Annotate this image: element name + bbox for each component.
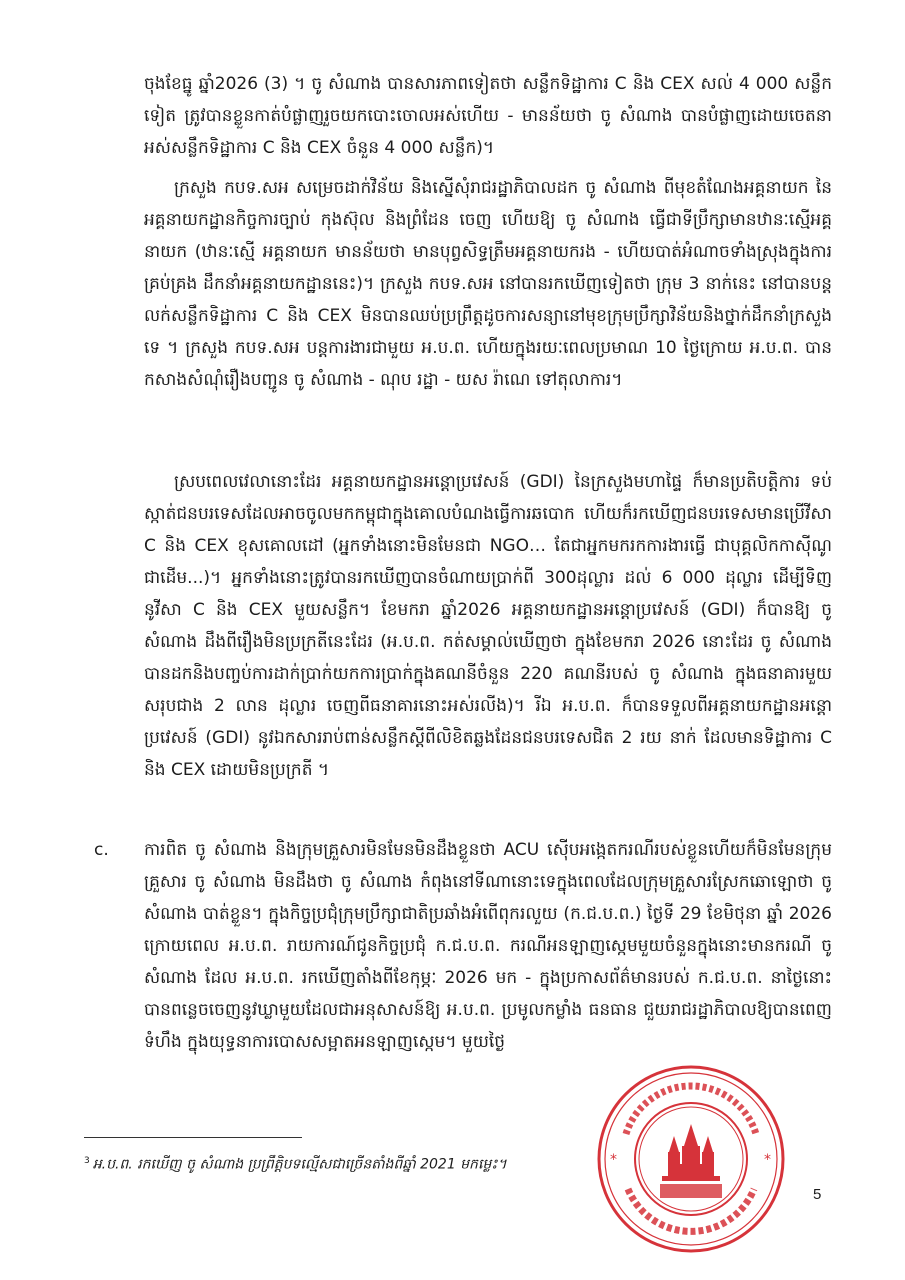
paragraph-1: ចុងខែធ្នូ ឆ្នាំ2026 (3) ។ ចូ សំណាង បានសារភាពទៀតថា សន្លឹកទិដ្ឋាការ C និង CEX សល់ 4 000 សន្លឹក ទៀត ត្រូវបានខ្លួនកាត់បំផ្លាញរួចយកបោះចោលអស់ហើយ - មានន័យថា ចូ សំណាង បានបំផ្លាញដោយចេតនា អស់សន្លឹកទិដ្ឋាការ C និង CEX ចំនួន 4 000 សន្លឹក)។	[144, 74, 832, 158]
list-item-label: c.	[94, 840, 109, 860]
footnote-text: អ.ប.ព. រកឃើញ ចូ សំណាង ប្រព្រឹត្តិបទល្មើសជាច្រើនតាំងពីឆ្នាំ 2021 មកម្លេះ។	[92, 1156, 507, 1173]
footnote	[84, 1150, 664, 1176]
angkor-temple-icon	[662, 1124, 720, 1181]
paragraph-4: ការពិត ចូ សំណាង និងក្រុមគ្រួសារមិនមែនមិនដឹងខ្លួនថា ACU ស៊ើបអង្កេតករណីរបស់ខ្លួនហើយក៏មិនមែនក្រុមគ្រួសារ ចូ សំណាង មិនដឹងថា ចូ សំណាង កំពុងនៅទីណានោះទេក្នុងពេលដែលក្រុមគ្រួសារស្រែកឆោឡោថា ចូ សំណាង បាត់ខ្លួន។ ក្នុងកិច្ចប្រជុំក្រុមប្រឹក្សាជាតិប្រឆាំងអំពើពុករលួយ (ក.ជ.ប.ព.) ថ្ងៃទី 29 ខែមិថុនា ឆ្នាំ 2026 ក្រោយពេល អ.ប.ព. រាយការណ៍ជូនកិច្ចប្រជុំ ក.ជ.ប.ព. ករណីអនឡាញស្កេមមួយចំនួនក្នុងនោះមានករណី ចូ សំណាង ដែល អ.ប.ព. រកឃើញតាំងពីខែកុម្ភៈ 2026 មក - ក្នុងប្រកាសព័ត៌មានរបស់ ក.ជ.ប.ព. នាថ្ងៃនោះបានពន្លេចចេញនូវឃ្លាមួយដែលជាអនុសាសន៍ឱ្យ អ.ប.ព. ប្រមូលកម្លាំង ធនធាន ជួយរាជរដ្ឋាភិបាលឱ្យបានពេញទំហឹង ក្នុងយុទ្ធនាការបោសសម្អាតអនឡាញស្កេម។ មួយថ្ងៃ	[144, 840, 832, 1052]
footnote-marker: 3	[84, 1156, 90, 1166]
paragraph-2: ក្រសួង កបទ.សអ សម្រេចដាក់វិន័យ និងស្នើសុំរាជរដ្ឋាភិបាលដក ចូ សំណាង ពីមុខតំណែងអគ្គនាយក នៃអគ្គនាយកដ្ឋានកិច្ចការច្បាប់ កុងស៊ុល និងព្រំដែន ចេញ ហើយឱ្យ ចូ សំណាង ធ្វើជាទីប្រឹក្សាមានឋានៈស្មើអគ្គនាយក (ឋានៈស្មើ អគ្គនាយក មានន័យថា មានបុព្វសិទ្ធត្រឹមអគ្គនាយករង - ហើយបាត់អំណាចទាំងស្រុងក្នុងការគ្រប់គ្រង ដឹកនាំអគ្គនាយកដ្ឋាននេះ)។ ក្រសួង កបទ.សអ នៅបានរកឃើញទៀតថា ក្រុម 3 នាក់នេះ នៅបានបន្តលក់សន្លឹកទិដ្ឋាការ C និង CEX មិនបានឈប់ប្រព្រឹត្តដូចការសន្យានៅមុខក្រុមប្រឹក្សាវិន័យនិងថ្នាក់ដឹកនាំក្រសួងទេ ។ ក្រសួង កបទ.សអ បន្តការងារជាមួយ អ.ប.ព. ហើយក្នុងរយៈពេលប្រមាណ 10 ថ្ងៃក្រោយ អ.ប.ព. បានកសាងសំណុំរឿងបញ្ជូន ចូ សំណាង - ណុប រដ្ឋា - យស រ៉ាណេ ទៅតុលាការ។	[144, 178, 832, 390]
official-seal-stamp	[596, 1064, 786, 1254]
page-number: 5	[813, 1186, 822, 1203]
footnote-divider	[84, 1137, 302, 1138]
svg-text:*: *	[610, 1152, 617, 1168]
paragraph-3: ស្របពេលវេលានោះដែរ អគ្គនាយកដ្ឋានអន្តោប្រវេសន៍ (GDI) នៃក្រសួងមហាផ្ទៃ ក៏មានប្រតិបត្តិការ ទប់ស្កាត់ជនបរទេសដែលអាចចូលមកកម្ពុជាក្នុងគោលបំណងធ្វើការឆបោក ហើយក៏រកឃើញជនបរទេសមានប្រើវីសា C និង CEX ខុសគោលដៅ (អ្នកទាំងនោះមិនមែនជា NGO… តែជាអ្នកមករកការងារធ្វើ ជាបុគ្គលិកកាស៊ីណូជាដើម...)។ អ្នកទាំងនោះត្រូវបានរកឃើញបានចំណាយប្រាក់ពី 300ដុល្លារ ដល់ 6 000 ដុល្លារ ដើម្បីទិញនូវីសា C និង CEX មួយសន្លឹក។ ខែមករា ឆ្នាំ2026 អគ្គនាយកដ្ឋានអន្តោប្រវេសន៍ (GDI) ក៏បានឱ្យ ចូ សំណាង ដឹងពីរឿងមិនប្រក្រតីនេះដែរ (អ.ប.ព. កត់សម្គាល់ឃើញថា ក្នុងខែមករា 2026 នោះដែរ ចូ សំណាង បានដកនិងបញ្ចប់ការដាក់ប្រាក់យកការប្រាក់ក្នុងគណនីចំនួន 220 គណនីរបស់ ចូ សំណាង ក្នុងធនាគារមួយសរុបជាង 2 លាន ដុល្លារ ចេញពីធនាគារនោះអស់រលីង)។ រីឯ អ.ប.ព. ក៏បានទទួលពីអគ្គនាយកដ្ឋានអន្តោប្រវេសន៍ (GDI) នូវឯកសាររាប់ពាន់សន្លឹកស្តីពីលិខិតឆ្លងដែនជនបរទេសជិត 2 រយ នាក់ ដែលមានទិដ្ឋាការ C និង CEX ដោយមិនប្រក្រតី ។	[144, 472, 832, 780]
svg-text:*: *	[764, 1152, 771, 1168]
